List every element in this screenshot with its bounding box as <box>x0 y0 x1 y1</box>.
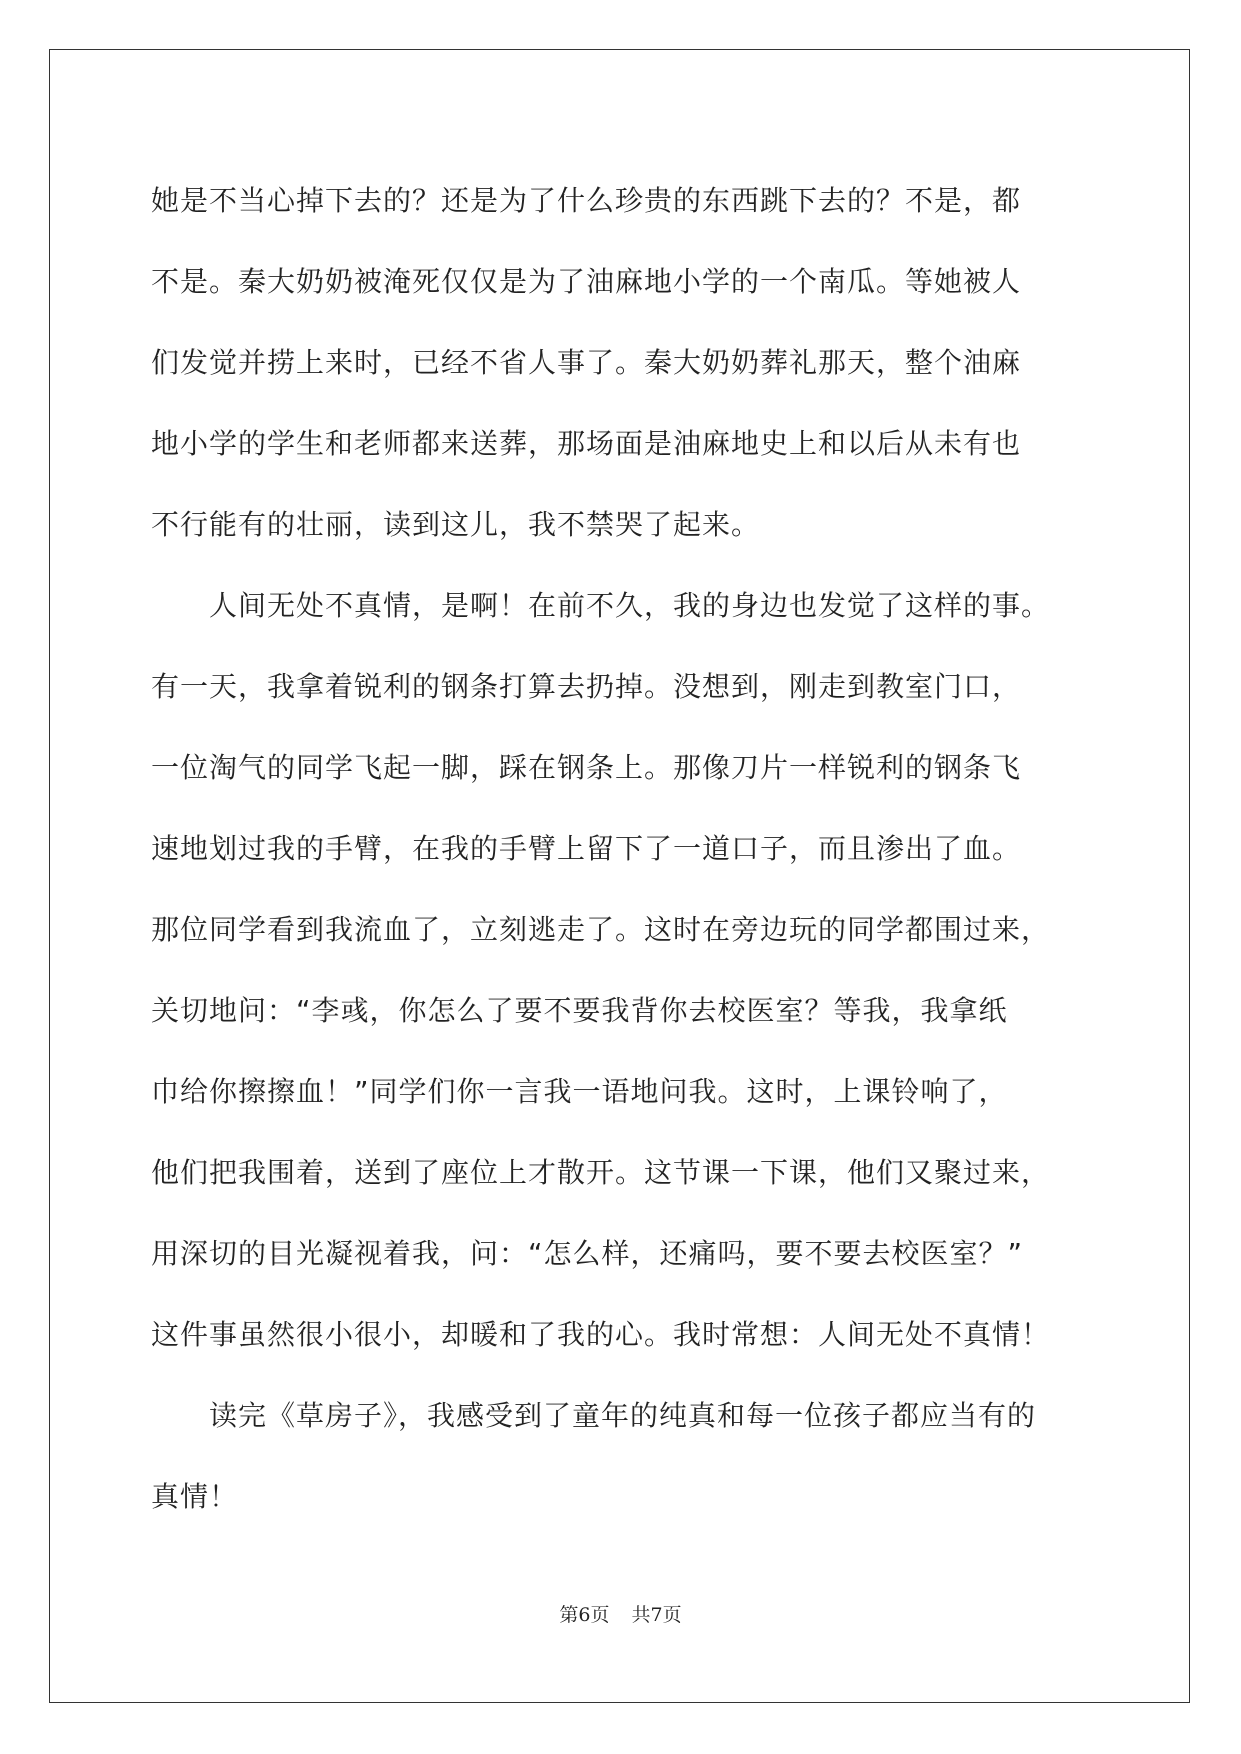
page-footer <box>0 1600 1241 1627</box>
paragraph-2 <box>151 565 1091 1375</box>
paragraph-3 <box>151 1375 1091 1537</box>
text-line: 真情！ <box>151 1480 239 1513</box>
text-line: 地小学的学生和老师都来送葬，那场面是油麻地史上和以后从未有也 <box>151 427 1022 460</box>
text-line: 用深切的目光凝视着我，问：“怎么样，还痛吗，要不要去校医室？” <box>151 1237 1024 1270</box>
text-line: 们发觉并捞上来时，已经不省人事了。秦大奶奶葬礼那天，整个油麻 <box>151 346 1022 379</box>
text-line: 巾给你擦擦血！”同学们你一言我一语地问我。这时，上课铃响了， <box>151 1075 1008 1108</box>
text-line: 关切地问：“李彧，你怎么了要不要我背你去校医室？等我，我拿纸 <box>151 994 1008 1027</box>
text-line: 人间无处不真情，是啊！在前不久，我的身边也发觉了这样的事。 <box>209 589 1051 622</box>
text-line: 读完《草房子》，我感受到了童年的纯真和每一位孩子都应当有的 <box>209 1399 1037 1432</box>
text-line: 她是不当心掉下去的？还是为了什么珍贵的东西跳下去的？不是，都 <box>151 184 1022 217</box>
text-line: 那位同学看到我流血了，立刻逃走了。这时在旁边玩的同学都围过来， <box>151 913 1051 946</box>
text-line: 速地划过我的手臂，在我的手臂上留下了一道口子，而且渗出了血。 <box>151 832 1022 865</box>
text-line: 他们把我围着，送到了座位上才散开。这节课一下课，他们又聚过来， <box>151 1156 1051 1189</box>
text-line: 一位淘气的同学飞起一脚，踩在钢条上。那像刀片一样锐利的钢条飞 <box>151 751 1022 784</box>
paragraph-1 <box>151 160 1091 565</box>
page-number: 第6页 <box>559 1604 610 1626</box>
page-total: 共7页 <box>631 1604 682 1626</box>
text-line: 这件事虽然很小很小，却暖和了我的心。我时常想：人间无处不真情！ <box>151 1318 1051 1351</box>
text-line: 不行能有的壮丽，读到这儿，我不禁哭了起来。 <box>151 508 761 541</box>
text-line: 不是。秦大奶奶被淹死仅仅是为了油麻地小学的一个南瓜。等她被人 <box>151 265 1022 298</box>
document-body <box>151 160 1091 1537</box>
text-line: 有一天，我拿着锐利的钢条打算去扔掉。没想到，刚走到教室门口， <box>151 670 1022 703</box>
